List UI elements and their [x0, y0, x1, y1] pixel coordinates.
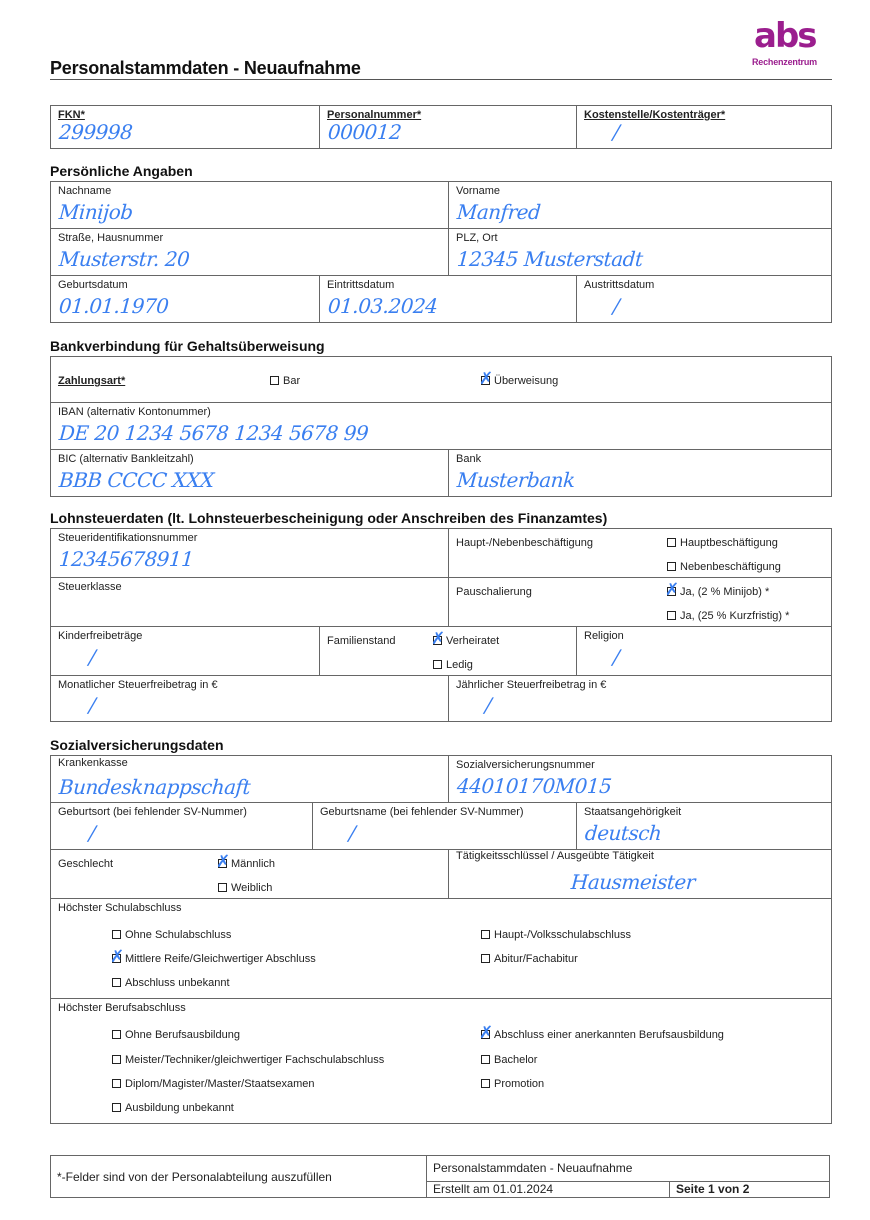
berufsabschluss-field: [50, 998, 832, 1124]
checkbox-checked-icon[interactable]: [481, 1030, 490, 1039]
option-ja-2-label: Ja, (2 % Minijob) *: [680, 586, 770, 598]
familienstand-label: Familienstand: [327, 635, 396, 647]
checkbox-icon[interactable]: [112, 978, 121, 987]
option-schule-2[interactable]: [112, 953, 316, 965]
footer-table: [50, 1155, 830, 1198]
austritt-value: /: [612, 294, 621, 318]
option-beruf-0[interactable]: [112, 1029, 240, 1041]
option-neben-label: Nebenbeschäftigung: [680, 561, 781, 573]
bank-label: Bank: [456, 453, 482, 465]
checkbox-icon[interactable]: [270, 376, 279, 385]
logo-mark: abs: [754, 16, 816, 56]
option-ueberweisung[interactable]: [481, 375, 558, 387]
jaehrlich-value: /: [484, 693, 493, 717]
personalnummer-field[interactable]: [319, 105, 577, 149]
schulabschluss-field: [50, 898, 832, 999]
steuerid-value: 12345678911: [58, 547, 195, 571]
eintrittsdatum-field[interactable]: [319, 275, 577, 323]
option-schule-4[interactable]: [112, 977, 230, 989]
kinder-field[interactable]: [50, 626, 320, 676]
section-bank: Bankverbindung für Gehaltsüberweisung: [50, 338, 325, 354]
eintritt-label: Eintrittsdatum: [327, 279, 395, 291]
option-schule-1[interactable]: [481, 929, 631, 941]
checkbox-icon[interactable]: [667, 538, 676, 547]
section-lohnsteuer: Lohnsteuerdaten (lt. Lohnsteuerbescheinigung oder Anschreiben des Finanzamtes): [50, 510, 608, 526]
beschaeftigung-label: Haupt-/Nebenbeschäftigung: [456, 537, 593, 549]
krankenkasse-field[interactable]: [50, 755, 449, 803]
page-title: Personalstammdaten - Neuaufnahme: [50, 58, 361, 78]
plz-ort-field[interactable]: [448, 228, 832, 276]
jaehrlich-field[interactable]: [448, 675, 832, 722]
strasse-label: Straße, Hausnummer: [58, 232, 164, 244]
geburtsort-value: /: [88, 821, 97, 845]
geburtsort-field[interactable]: [50, 802, 313, 850]
checkbox-icon[interactable]: [112, 930, 121, 939]
option-ja-2[interactable]: [667, 586, 769, 598]
footer-note: *-Felder sind von der Personalabteilung auszufüllen: [51, 1156, 427, 1198]
nachname-field[interactable]: [50, 181, 449, 229]
fkn-label: FKN*: [58, 109, 85, 121]
checkbox-icon[interactable]: [481, 954, 490, 963]
steuerid-label: Steueridentifikationsnummer: [58, 532, 198, 544]
monatlich-value: /: [88, 693, 97, 717]
geburtsname-value: /: [348, 821, 357, 845]
staat-label: Staatsangehörigkeit: [584, 806, 682, 818]
option-schule-4-label: Abschluss unbekannt: [125, 977, 230, 989]
krankenkasse-label: Krankenkasse: [58, 757, 128, 769]
option-haupt[interactable]: [667, 537, 778, 549]
pauschal-label: Pauschalierung: [456, 586, 532, 598]
taetigkeit-field[interactable]: [448, 849, 832, 899]
bank-value: Musterbank: [456, 468, 576, 492]
title-divider: [50, 79, 832, 80]
jaehrlich-label: Jährlicher Steuerfreibetrag in €: [456, 679, 607, 691]
iban-field[interactable]: [50, 402, 832, 450]
pauschalierung-field: [448, 577, 832, 627]
svnr-label: Sozialversicherungsnummer: [456, 759, 595, 771]
checkbox-icon[interactable]: [112, 1079, 121, 1088]
iban-value: DE 20 1234 5678 1234 5678 99: [58, 421, 370, 445]
fkn-field[interactable]: [50, 105, 320, 149]
checkbox-icon[interactable]: [112, 1103, 121, 1112]
option-ledig[interactable]: [433, 659, 473, 671]
geburtsort-label: Geburtsort (bei fehlender SV-Nummer): [58, 806, 247, 818]
option-beruf-4[interactable]: [112, 1078, 315, 1090]
krankenkasse-value: Bundesknappschaft: [58, 775, 251, 799]
geburtsname-field[interactable]: [312, 802, 577, 850]
bic-label: BIC (alternativ Bankleitzahl): [58, 453, 194, 465]
eintritt-value: 01.03.2024: [327, 294, 439, 318]
bic-value: BBB CCCC XXX: [58, 468, 215, 492]
section-sozial: Sozialversicherungsdaten: [50, 737, 224, 753]
vorname-label: Vorname: [456, 185, 501, 197]
nachname-label: Nachname: [58, 185, 112, 197]
religion-value: /: [612, 645, 621, 669]
strasse-field[interactable]: [50, 228, 449, 276]
kostenstelle-value: /: [612, 120, 621, 144]
fkn-value: 299998: [58, 120, 134, 144]
kinder-value: /: [88, 645, 97, 669]
staatsangehoerigkeit-field[interactable]: [576, 802, 832, 850]
personalnummer-value: 000012: [327, 120, 403, 144]
option-beruf-3-label: Bachelor: [494, 1054, 538, 1066]
checkbox-checked-icon[interactable]: [218, 859, 227, 868]
checkbox-icon[interactable]: [667, 562, 676, 571]
beschaeftigung-field: [448, 528, 832, 578]
plz-value: 12345 Musterstadt: [456, 247, 644, 271]
option-schule-0-label: Ohne Schulabschluss: [125, 929, 232, 941]
option-beruf-6-label: Ausbildung unbekannt: [125, 1102, 234, 1114]
option-beruf-0-label: Ohne Berufsausbildung: [125, 1029, 240, 1041]
abs-logo: [752, 16, 832, 76]
checkbox-icon[interactable]: [667, 611, 676, 620]
checkbox-icon[interactable]: [481, 1079, 490, 1088]
taetigkeit-label: Tätigkeitsschlüssel / Ausgeübte Tätigkeit: [456, 850, 654, 862]
monatlich-field[interactable]: [50, 675, 449, 722]
svnr-field[interactable]: [448, 755, 832, 803]
option-beruf-2[interactable]: [112, 1054, 384, 1066]
taetigkeit-value: Hausmeister: [570, 870, 696, 894]
option-maennlich-label: Männlich: [231, 858, 276, 870]
steuerid-field[interactable]: [50, 528, 449, 578]
section-persoenlich: Persönliche Angaben: [50, 163, 193, 179]
option-bar[interactable]: [270, 375, 300, 387]
checkbox-checked-icon[interactable]: [433, 636, 442, 645]
svnr-value: 44010170M015: [456, 774, 613, 798]
religion-label: Religion: [584, 630, 624, 642]
schulabschluss-label: Höchster Schulabschluss: [58, 902, 182, 914]
bank-field[interactable]: [448, 449, 832, 497]
option-ja-25-label: Ja, (25 % Kurzfristig) *: [680, 610, 790, 622]
checkbox-icon[interactable]: [112, 1030, 121, 1039]
checkbox-icon[interactable]: [218, 883, 227, 892]
staat-value: deutsch: [584, 821, 663, 845]
checkbox-checked-icon[interactable]: [667, 587, 676, 596]
plz-label: PLZ, Ort: [456, 232, 498, 244]
geschlecht-label: Geschlecht: [58, 858, 114, 870]
option-haupt-label: Hauptbeschäftigung: [680, 537, 778, 549]
footer-erstellt: Erstellt am 01.01.2024: [427, 1181, 670, 1197]
vorname-field[interactable]: [448, 181, 832, 229]
vorname-value: Manfred: [456, 200, 542, 224]
option-bar-label: Bar: [283, 375, 301, 387]
option-weiblich-label: Weiblich: [231, 882, 273, 894]
option-schule-0[interactable]: [112, 929, 231, 941]
nachname-value: Minijob: [58, 200, 134, 224]
kostenstelle-field[interactable]: [576, 105, 832, 149]
option-neben[interactable]: [667, 561, 781, 573]
kostenstelle-label: Kostenstelle/Kostenträger*: [584, 109, 726, 121]
footer-doc-title: Personalstammdaten - Neuaufnahme: [427, 1156, 830, 1182]
checkbox-icon[interactable]: [481, 930, 490, 939]
steuerklasse-field[interactable]: [50, 577, 449, 627]
geburtsdatum-field[interactable]: [50, 275, 320, 323]
checkbox-checked-icon[interactable]: [481, 376, 490, 385]
option-ja-25[interactable]: [667, 610, 789, 622]
option-beruf-1-label: Abschluss einer anerkannten Berufsausbildung: [494, 1029, 724, 1041]
personalnummer-label: Personalnummer*: [327, 109, 422, 121]
religion-field[interactable]: [576, 626, 832, 676]
option-ledig-label: Ledig: [446, 659, 473, 671]
steuerklasse-label: Steuerklasse: [58, 581, 122, 593]
option-beruf-3[interactable]: [481, 1054, 537, 1066]
checkbox-icon[interactable]: [433, 660, 442, 669]
option-verheiratet-label: Verheiratet: [446, 635, 500, 647]
option-weiblich[interactable]: [218, 882, 272, 894]
familienstand-field: [319, 626, 577, 676]
geschlecht-field: [50, 849, 449, 899]
checkbox-icon[interactable]: [481, 1055, 490, 1064]
option-beruf-6[interactable]: [112, 1102, 234, 1114]
zahlungsart-label: Zahlungsart*: [58, 375, 126, 387]
iban-label: IBAN (alternativ Kontonummer): [58, 406, 211, 418]
option-maennlich[interactable]: [218, 858, 275, 870]
option-beruf-4-label: Diplom/Magister/Master/Staatsexamen: [125, 1078, 315, 1090]
option-beruf-5[interactable]: [481, 1078, 544, 1090]
zahlungsart-row: [50, 356, 832, 403]
option-ueberweisung-label: Überweisung: [494, 375, 559, 387]
geburtsdatum-label: Geburtsdatum: [58, 279, 128, 291]
kinder-label: Kinderfreibeträge: [58, 630, 143, 642]
strasse-value: Musterstr. 20: [58, 247, 191, 271]
footer-seite: Seite 1 von 2: [670, 1181, 830, 1197]
option-schule-3[interactable]: [481, 953, 578, 965]
austritt-label: Austrittsdatum: [584, 279, 655, 291]
option-schule-3-label: Abitur/Fachabitur: [494, 953, 578, 965]
austrittsdatum-field[interactable]: [576, 275, 832, 323]
monatlich-label: Monatlicher Steuerfreibetrag in €: [58, 679, 218, 691]
option-beruf-1[interactable]: [481, 1029, 724, 1041]
geburtsdatum-value: 01.01.1970: [58, 294, 170, 318]
option-schule-1-label: Haupt-/Volksschulabschluss: [494, 929, 631, 941]
option-beruf-2-label: Meister/Techniker/gleichwertiger Fachschulabschluss: [125, 1054, 385, 1066]
option-schule-2-label: Mittlere Reife/Gleichwertiger Abschluss: [125, 953, 316, 965]
checkbox-icon[interactable]: [112, 1055, 121, 1064]
bic-field[interactable]: [50, 449, 449, 497]
option-verheiratet[interactable]: [433, 635, 499, 647]
option-beruf-5-label: Promotion: [494, 1078, 545, 1090]
logo-subtitle: Rechenzentrum: [752, 57, 817, 67]
checkbox-checked-icon[interactable]: [112, 954, 121, 963]
geburtsname-label: Geburtsname (bei fehlender SV-Nummer): [320, 806, 524, 818]
berufsabschluss-label: Höchster Berufsabschluss: [58, 1002, 186, 1014]
